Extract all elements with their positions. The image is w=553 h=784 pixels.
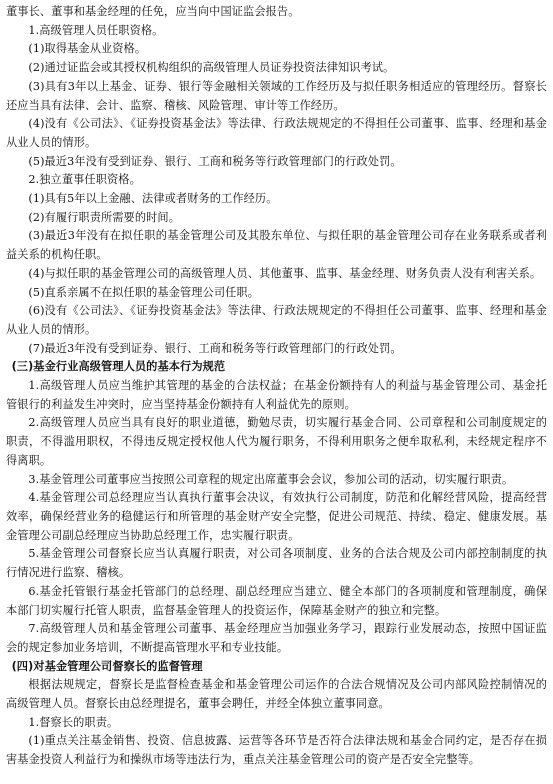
paragraph: (4)没有《公司法》、《证券投资基金法》等法律、行政法规规定的不得担任公司董事、监事、经理和基金从业人员的情形。	[6, 117, 547, 149]
paragraph: (5)最近3年没有受到证券、银行、工商和税务等行政管理部门的行政处罚。	[28, 154, 402, 168]
paragraph: 1.高级管理人员应当维护其管理的基金的合法权益；在基金份额持有人的利益与基金管理公司、基金托管银行的利益发生冲突时，应当坚持基金份额持有人利益优先的原则。	[6, 379, 547, 411]
paragraph: 根据法规规定，督察长是监督检查基金和基金管理公司运作的合法合规情况及公司内部风险控制情况的高级管理人员。督察长由总经理提名，董事会聘任，并经全体独立董事同意。	[6, 678, 547, 711]
paragraph: (1)重点关注基金销售、投资、信息披露、运营等各环节是否符合法律法规和基金合同约定，是否存在损害基金投资人利益行为和操纵市场等违法行为，重点关注基金管理公司的资产是否安全完整等。	[6, 734, 547, 767]
paragraph: (4)与拟任职的基金管理公司的高级管理人员、其他董事、监事、基金经理、财务负责人没有利害关系。	[28, 266, 542, 280]
paragraph: 董事长、董事和基金经理的任免，应当向中国证监会报告。	[6, 5, 300, 18]
paragraph: 6.基金托管银行基金托管部门的总经理、副总经理应当建立、健全本部门的各项制度和管理制度，确保本部门切实履行托管人职责，监督基金管理人的投资运作，保障基金财产的独立和完整。	[6, 584, 547, 617]
paragraph: (3)具有3年以上基金、证券、银行等金融相关领域的工作经历及与拟任职务相适应的管理经历。督察长还应当具有法律、会计、监察、稽核、风险管理、审计等工作经历。	[6, 79, 547, 112]
paragraph: (2)有履行职责所需要的时间。	[28, 210, 180, 224]
paragraph: 4.基金管理公司总经理应当认真执行董事会决议，有效执行公司制度，防范和化解经营风险，提高经营效率，确保经营业务的稳健运行和所管理的基金财产安全完整，促进公司规范、持续、稳定、健康发展。基金管理公司副总经理应当协助总经理工作，忠实履行职责。	[6, 491, 547, 542]
paragraph: (6)没有《公司法》、《证券投资基金法》等法律、行政法规规定的不得担任公司董事、监事、经理和基金从业人员的情形。	[6, 304, 547, 336]
paragraph: (3)最近3年没有在拟任职的基金管理公司及其股东单位、与拟任职的基金管理公司存在业务联系或者利益关系的机构任职。	[6, 229, 547, 262]
paragraph: 7.高级管理人员和基金管理公司董事、基金经理应当加强业务学习，跟踪行业发展动态，按照中国证监会的规定参加业务培训，不断提高管理水平和专业技能。	[6, 622, 547, 654]
section-heading: (四)对基金管理公司督察长的监督管理	[11, 659, 203, 673]
paragraph: (5)直系亲属不在拟任职的基金管理公司任职。	[28, 285, 260, 299]
paragraph: 1.高级管理人员任职资格。	[28, 23, 164, 37]
paragraph: 2.高级管理人员应当具有良好的职业道德，勤勉尽责，切实履行基金合同、公司章程和公司制度规定的职责，不得滥用职权，不得违反规定授权他人代为履行职务，不得利用职务之便牟取私利，未经规定程序不得离职。	[6, 416, 547, 467]
paragraph: 5.基金管理公司督察长应当认真履行职责，对公司各项制度、业务的合法合规及公司内部控制制度的执行情况进行监察、稽核。	[6, 547, 547, 580]
paragraph: 3.基金管理公司董事应当按照公司章程的规定出席董事会会议，参加公司的活动，切实履行职责。	[28, 472, 514, 486]
paragraph: 2.独立董事任职资格。	[28, 173, 141, 187]
paragraph: (7)最近3年没有受到证券、银行、工商和税务等行政管理部门的行政处罚。	[28, 341, 402, 355]
section-heading: (三)基金行业高级管理人员的基本行为规范	[11, 360, 226, 374]
paragraph: (1)取得基金从业资格。	[28, 42, 147, 56]
paragraph: 1.督察长的职责。	[28, 715, 119, 729]
paragraph: (1)具有5年以上金融、法律或者财务的工作经历。	[28, 192, 278, 206]
paragraph: (2)通过证监会或其授权机构组织的高级管理人员证券投资法律知识考试。	[28, 61, 395, 75]
